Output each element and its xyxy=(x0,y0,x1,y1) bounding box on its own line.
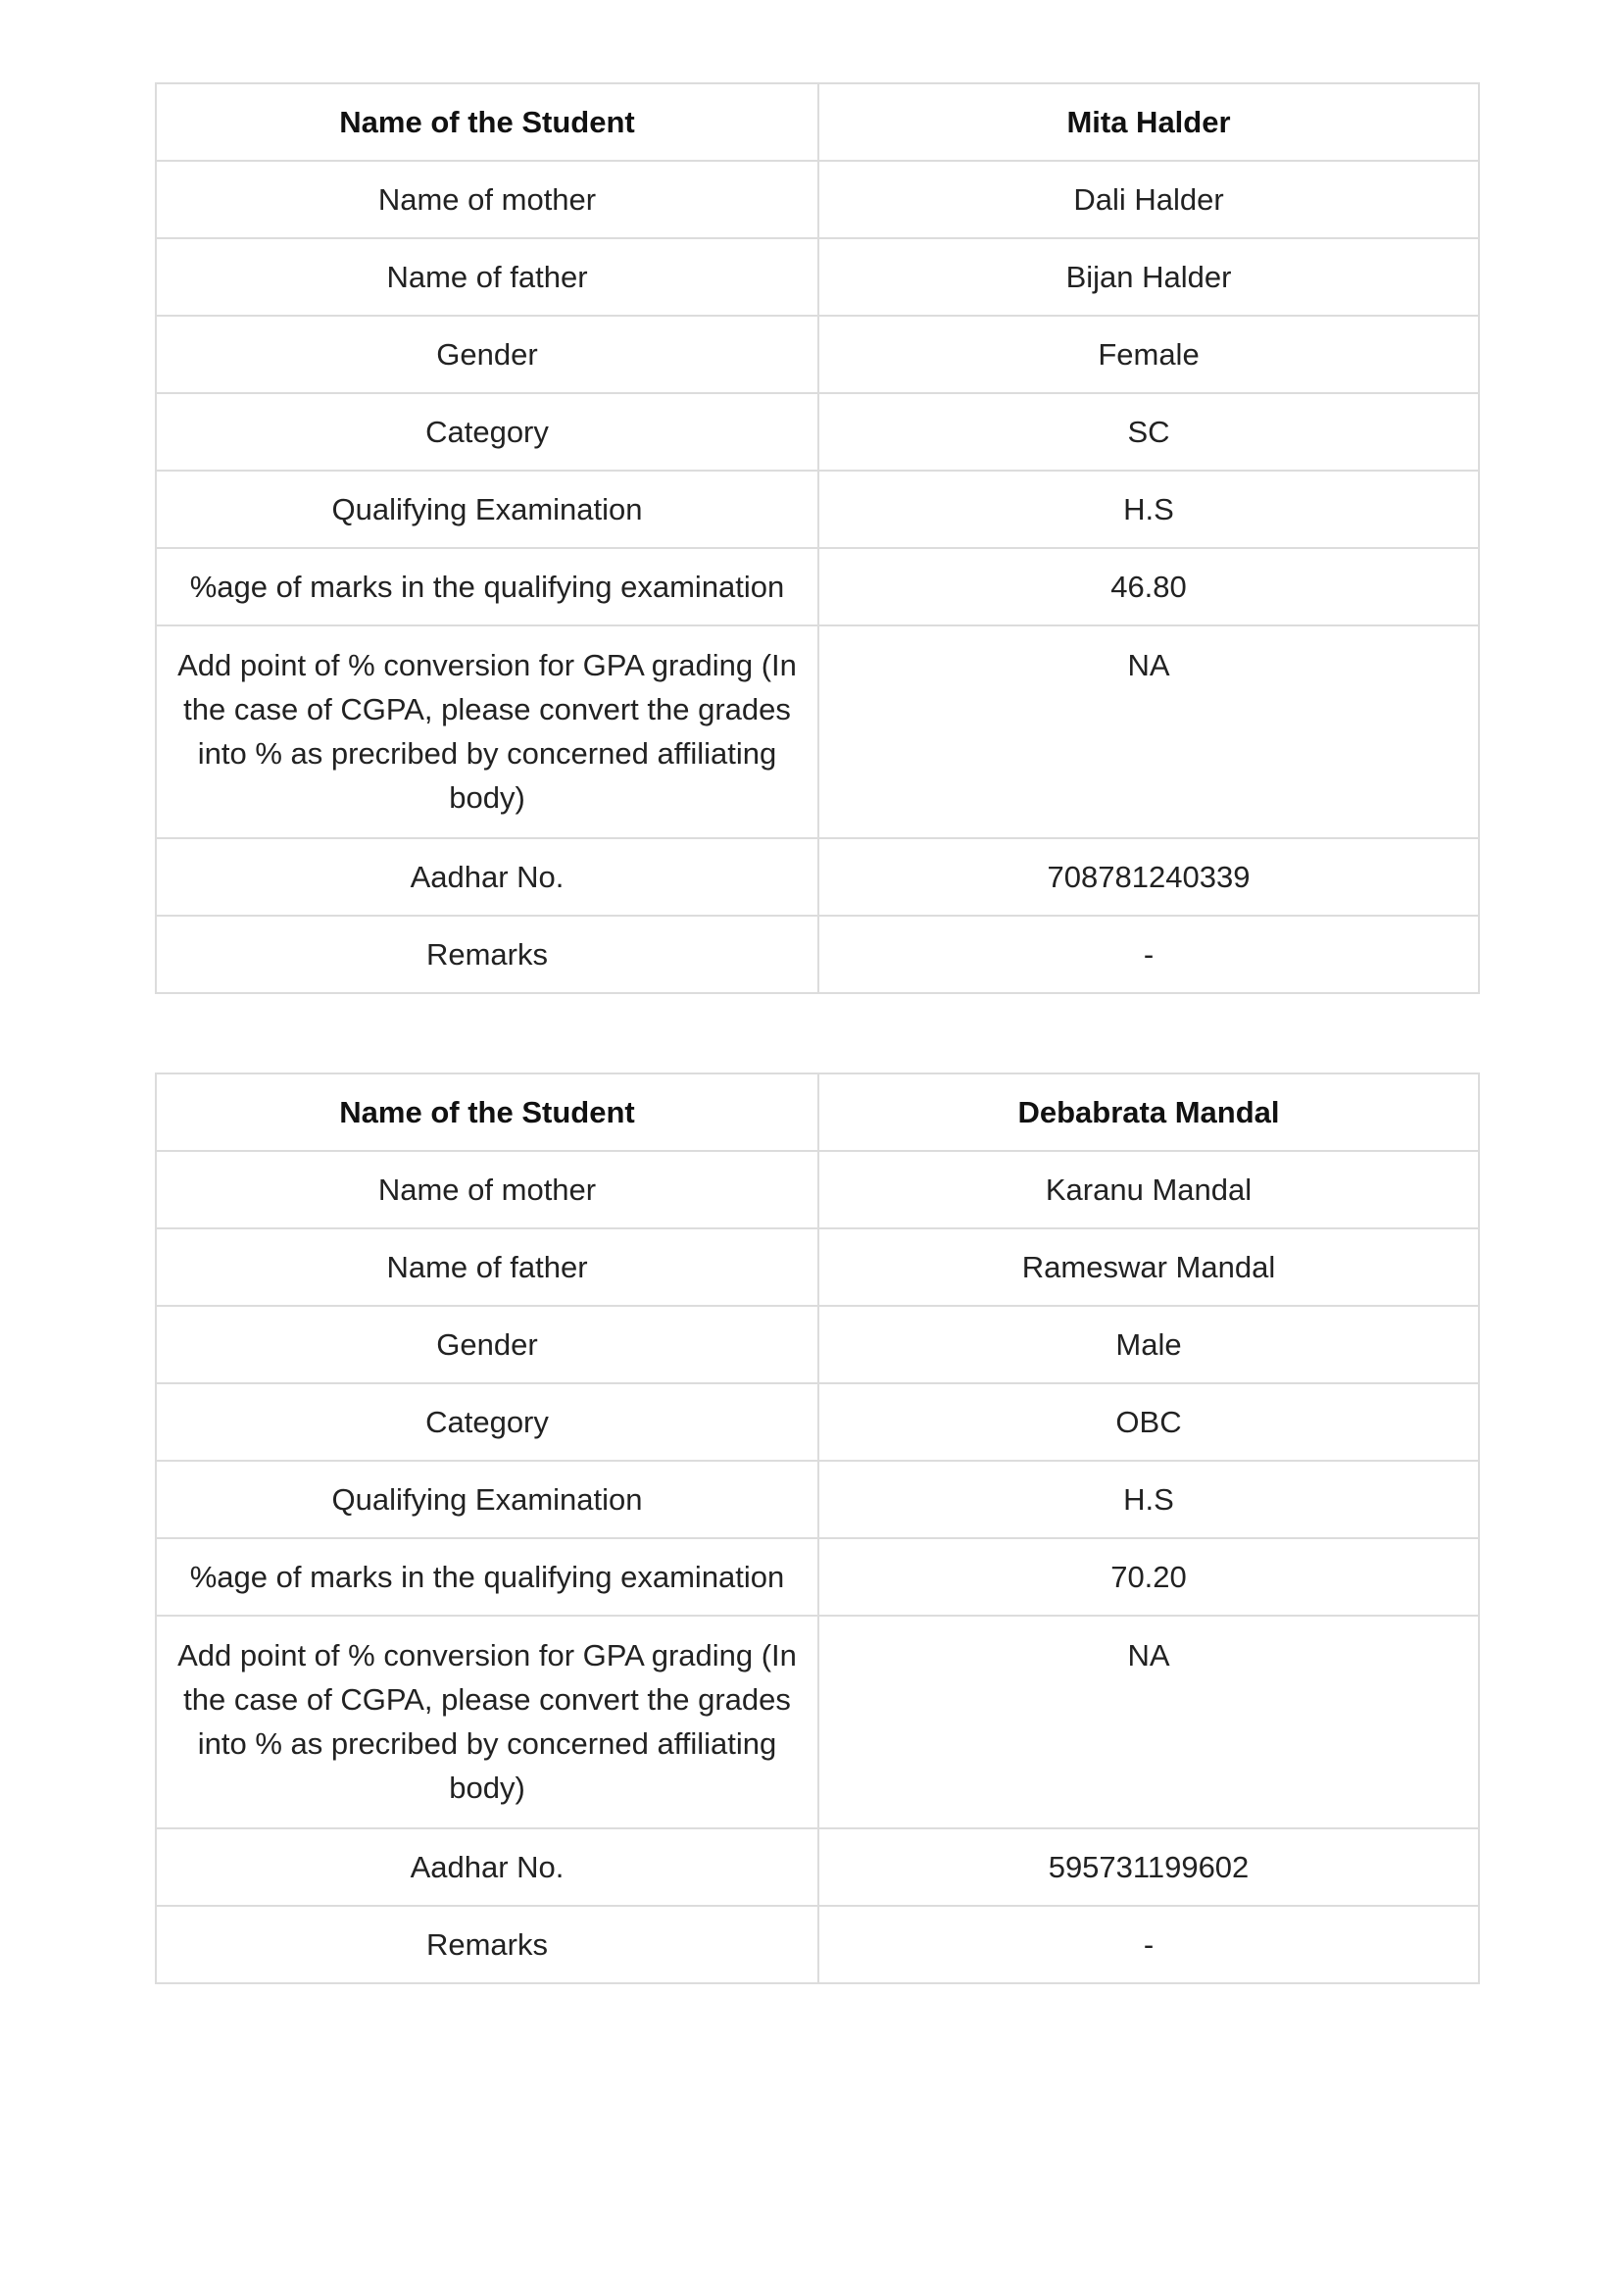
row-value: NA xyxy=(818,1616,1479,1828)
table-row xyxy=(156,1306,1479,1383)
row-label: Name of father xyxy=(156,1228,818,1306)
table-row xyxy=(156,1538,1479,1616)
row-label: Qualifying Examination xyxy=(156,471,818,548)
row-label: Add point of % conversion for GPA grading (In the case of CGPA, please convert the grades into % as precribed by concerned affiliating body) xyxy=(156,625,818,838)
row-value: 70.20 xyxy=(818,1538,1479,1616)
row-label: Name of father xyxy=(156,238,818,316)
table-header-row xyxy=(156,83,1479,161)
table-row xyxy=(156,1828,1479,1906)
table-row xyxy=(156,625,1479,838)
table-row xyxy=(156,316,1479,393)
row-label: Gender xyxy=(156,316,818,393)
row-value: Rameswar Mandal xyxy=(818,1228,1479,1306)
student-table-2 xyxy=(155,1073,1480,1984)
row-label: Aadhar No. xyxy=(156,1828,818,1906)
row-label: Name of mother xyxy=(156,1151,818,1228)
table-row xyxy=(156,471,1479,548)
row-label: Category xyxy=(156,1383,818,1461)
row-value: Karanu Mandal xyxy=(818,1151,1479,1228)
student-table-1 xyxy=(155,82,1480,994)
row-value: 595731199602 xyxy=(818,1828,1479,1906)
row-label: Aadhar No. xyxy=(156,838,818,916)
table-row xyxy=(156,916,1479,993)
row-label: Add point of % conversion for GPA grading (In the case of CGPA, please convert the grades into % as precribed by concerned affiliating body) xyxy=(156,1616,818,1828)
table-row xyxy=(156,238,1479,316)
row-value: SC xyxy=(818,393,1479,471)
row-value: 708781240339 xyxy=(818,838,1479,916)
header-label: Name of the Student xyxy=(156,83,818,161)
table-row xyxy=(156,1151,1479,1228)
table-row xyxy=(156,838,1479,916)
row-value: Bijan Halder xyxy=(818,238,1479,316)
row-value: - xyxy=(818,916,1479,993)
row-value: 46.80 xyxy=(818,548,1479,625)
table-row xyxy=(156,1906,1479,1983)
row-label: Category xyxy=(156,393,818,471)
table-row xyxy=(156,1383,1479,1461)
row-label: %age of marks in the qualifying examination xyxy=(156,548,818,625)
table-row xyxy=(156,1461,1479,1538)
row-value: OBC xyxy=(818,1383,1479,1461)
row-label: Gender xyxy=(156,1306,818,1383)
row-value: Dali Halder xyxy=(818,161,1479,238)
table-row xyxy=(156,548,1479,625)
table-row xyxy=(156,1616,1479,1828)
row-label: Remarks xyxy=(156,1906,818,1983)
row-value: Female xyxy=(818,316,1479,393)
table-row xyxy=(156,161,1479,238)
table-header-row xyxy=(156,1073,1479,1151)
student-name: Mita Halder xyxy=(818,83,1479,161)
row-value: H.S xyxy=(818,471,1479,548)
row-value: H.S xyxy=(818,1461,1479,1538)
table-row xyxy=(156,1228,1479,1306)
header-label: Name of the Student xyxy=(156,1073,818,1151)
row-value: Male xyxy=(818,1306,1479,1383)
row-value: NA xyxy=(818,625,1479,838)
row-label: Qualifying Examination xyxy=(156,1461,818,1538)
student-name: Debabrata Mandal xyxy=(818,1073,1479,1151)
table-row xyxy=(156,393,1479,471)
row-label: Name of mother xyxy=(156,161,818,238)
row-value: - xyxy=(818,1906,1479,1983)
row-label: Remarks xyxy=(156,916,818,993)
row-label: %age of marks in the qualifying examination xyxy=(156,1538,818,1616)
